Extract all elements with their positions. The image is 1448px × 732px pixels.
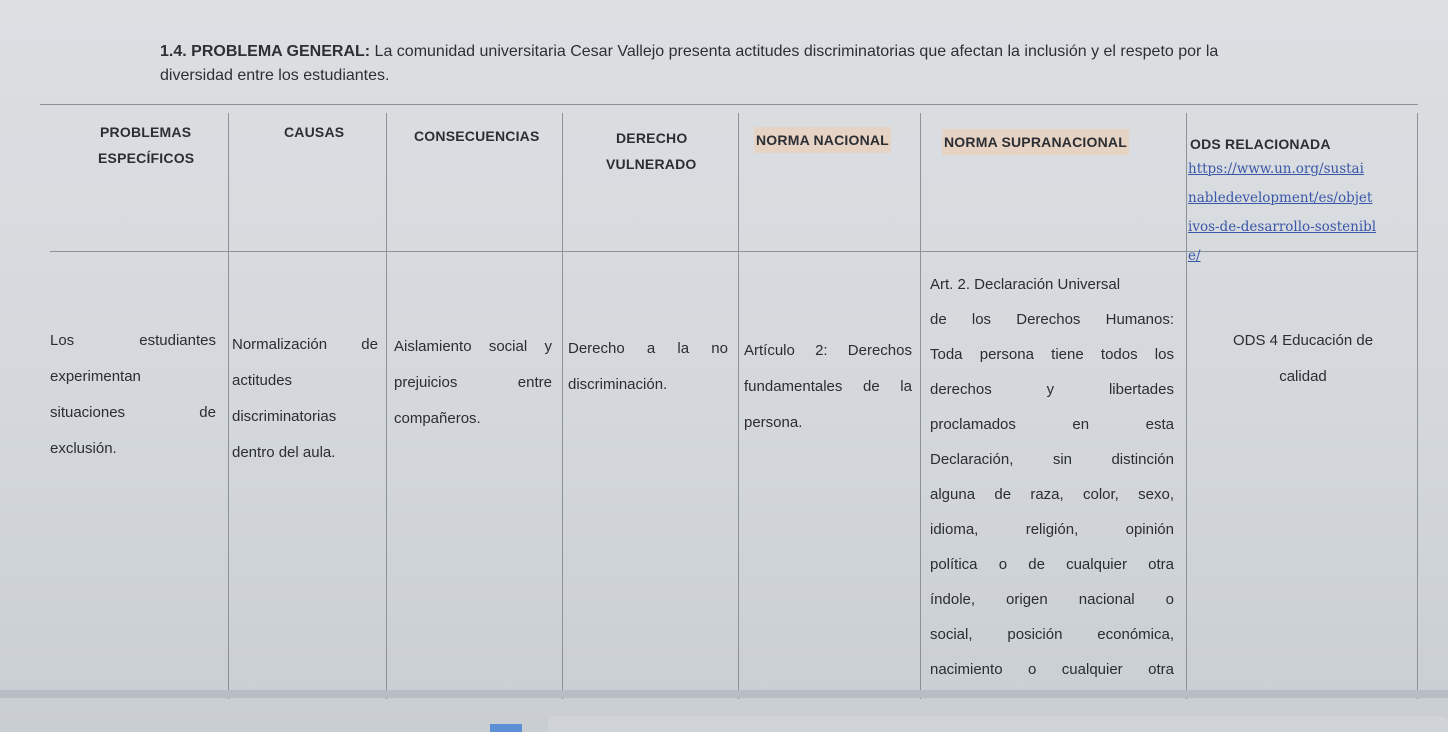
cell-norma-supranacional-line: política o de cualquier otra	[930, 556, 1174, 573]
cell-ods-line: calidad	[1279, 368, 1327, 385]
header-problemas-line2: ESPECÍFICOS	[98, 150, 195, 166]
problem-analysis-table	[40, 104, 1418, 699]
header-derecho-line1: DERECHO	[616, 130, 688, 146]
taskbar	[548, 716, 1448, 732]
cell-norma-supranacional-line: derechos y libertades	[930, 381, 1174, 398]
header-norma-nacional: NORMA NACIONAL	[754, 127, 891, 153]
screen-bottom-edge	[0, 690, 1448, 698]
cell-derecho-line: discriminación.	[568, 376, 668, 393]
header-causas: CAUSAS	[284, 124, 345, 140]
cell-problemas-line: Los estudiantes	[50, 332, 216, 349]
header-problemas	[100, 119, 194, 171]
cell-norma-supranacional-line: proclamados en esta	[930, 416, 1174, 433]
ods-link-line1[interactable]: https://www.un.org/sustai	[1188, 161, 1364, 177]
section-label: PROBLEMA GENERAL:	[191, 43, 371, 60]
cell-norma-nacional-line: Artículo 2: Derechos	[744, 342, 912, 359]
cell-norma-supranacional-line: social, posición económica,	[930, 626, 1174, 643]
column-divider	[228, 113, 229, 699]
cell-norma-supranacional-line: Toda persona tiene todos los	[930, 346, 1174, 363]
cell-norma-supranacional-line: nacimiento o cualquier otra	[930, 661, 1174, 678]
header-problemas-line1: PROBLEMAS	[100, 124, 192, 140]
cell-norma-supranacional-line: índole, origen nacional o	[930, 591, 1174, 608]
cell-norma-supranacional-line: Art. 2. Declaración Universal	[930, 276, 1121, 293]
cell-consecuencias-line: Aislamiento social y	[394, 338, 552, 355]
cell-problemas-line: situaciones de	[50, 404, 216, 421]
cell-norma-supranacional-line: de los Derechos Humanos:	[930, 311, 1174, 328]
section-number: 1.4.	[160, 43, 187, 60]
column-divider	[1417, 113, 1418, 699]
column-divider	[562, 113, 563, 699]
ods-link-line2[interactable]: nabledevelopment/es/objet	[1188, 190, 1373, 206]
cell-ods	[1200, 323, 1406, 395]
cell-norma-supranacional-line: idioma, religión, opinión	[930, 521, 1174, 538]
cell-norma-supranacional	[930, 267, 1174, 687]
cell-consecuencias-line: prejuicios entre	[394, 374, 552, 391]
cell-causas	[232, 327, 378, 471]
general-problem-heading	[160, 40, 1360, 88]
cell-problemas-line: experimentan	[50, 368, 141, 385]
cell-norma-supranacional-line: Declaración, sin distinción	[930, 451, 1174, 468]
heading-text-line1: La comunidad universitaria Cesar Vallejo presenta actitudes discriminatorias que afectan la inclusión y el respeto por la	[370, 43, 1219, 60]
cell-ods-line: ODS 4 Educación de	[1232, 332, 1374, 349]
cell-problemas	[50, 323, 216, 467]
header-norma-supranacional: NORMA SUPRANACIONAL	[942, 129, 1129, 155]
cell-causas-line: dentro del aula.	[232, 444, 336, 461]
cell-consecuencias-line: compañeros.	[394, 410, 481, 427]
cell-consecuencias	[394, 329, 552, 437]
cell-derecho-line: Derecho a la no	[568, 340, 728, 357]
cell-norma-nacional-line: fundamentales de la	[744, 378, 912, 395]
ods-link[interactable]	[1188, 155, 1408, 271]
cell-causas-line: discriminatorias	[232, 408, 337, 425]
header-derecho	[606, 125, 696, 177]
header-ods: ODS RELACIONADA	[1190, 136, 1331, 152]
column-divider	[1186, 113, 1187, 699]
column-divider	[386, 113, 387, 699]
taskbar-indicator	[490, 724, 522, 732]
cell-problemas-line: exclusión.	[50, 440, 117, 457]
column-divider	[738, 113, 739, 699]
column-divider	[920, 113, 921, 699]
cell-causas-line: Normalización de	[232, 336, 378, 353]
heading-text-line2: diversidad entre los estudiantes.	[160, 67, 390, 84]
cell-derecho	[568, 331, 728, 403]
ods-link-line3[interactable]: ivos-de-desarrollo-sostenibl	[1188, 219, 1377, 235]
ods-link-line4[interactable]: e/	[1188, 248, 1201, 264]
header-consecuencias: CONSECUENCIAS	[414, 128, 540, 144]
header-derecho-line2: VULNERADO	[606, 156, 697, 172]
cell-causas-line: actitudes	[232, 372, 293, 389]
cell-norma-supranacional-line: alguna de raza, color, sexo,	[930, 486, 1174, 503]
cell-norma-nacional-line: persona.	[744, 414, 803, 431]
cell-norma-nacional	[744, 333, 912, 441]
